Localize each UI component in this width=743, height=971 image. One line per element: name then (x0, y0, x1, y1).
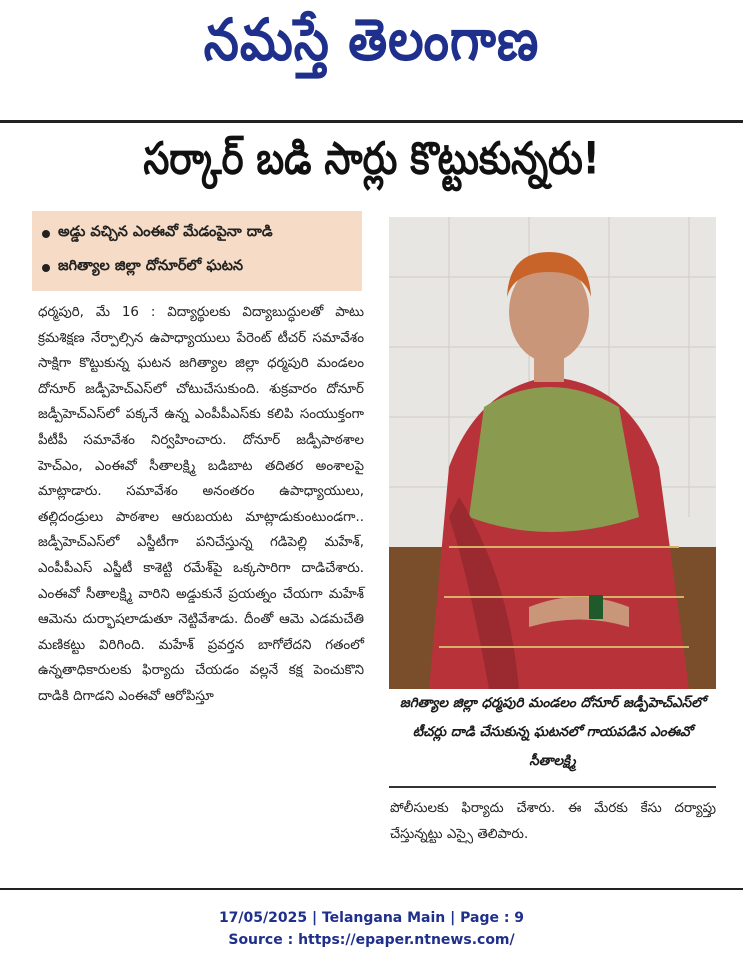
footer-divider (0, 888, 743, 890)
photo-bangles (589, 595, 603, 619)
caption-divider (389, 786, 716, 788)
article-headline: సర్కార్ బడి సార్లు కొట్టుకున్నరు! (143, 132, 600, 185)
footer-edition-info: 17/05/2025 | Telangana Main | Page : 9 (218, 910, 525, 926)
article-body-text: ధర్మపురి, మే 16 : విద్యార్థులకు విద్యాబుద్ధులతో పాటు క్రమశిక్షణ నేర్పాల్సిన ఉపాధ్యాయులు పేరెంట్ టీచర్ సమావేశం సాక్షిగా కొట్టుకున్న ఘటన జగిత్యాల జిల్లా ధర్మపురి మండలం దోనూర్ జడ్పీహెచ్‌ఎస్‌లో చోటుచేసుకుంది. శుక్రవారం దోనూర్ జడ్పీహెచ్‌ఎస్‌లో పక్కనే ఉన్న ఎంపీపీఎస్‌కు కలిపి సంయుక్తంగా పీటీపీ సమావేశం నిర్వహించారు. దోనూర్ జడ్పీపాఠశాల హెచ్‌ఎం, ఎంఈవో సీతాలక్ష్మి బడిబాట తదితర అంశాలపై మాట్లాడారు. సమావేశం అనంతరం ఉపాధ్యాయులు, తల్లిదండ్రులు పాఠశాల ఆరుబయట మాట్లాడుకుంటుండగా.. జడ్పీహెచ్‌ఎస్‌లో ఎస్జీటీగా పనిచేస్తున్న గడిపెల్లి మహేశ్, ఎంపీపీఎస్ ఎస్జీటీ కాశెట్టి రమేశ్‌పై ఒక్కసారిగా దాడిచేశారు. ఎంఈవో సీతాలక్ష్మి వారిని అడ్డుకునే ప్రయత్నం చేయగా మహేశ్ ఆమెను దుర్భాషలాడుతూ నెట్టివేశాడు. దీంతో ఆమె ఎడమచేతి మణికట్టు విరిగింది. మహేశ్ ప్రవర్తన బాగోలేదని గతంలో ఉన్నతాధికారులకు ఫిర్యాదు చేయడం వల్లనే కక్ష పెంచుకొని దాడికి దిగాడని ఎంఈవో ఆరోపిస్తూ (38, 305, 364, 704)
article-continuation-column (390, 796, 716, 847)
highlight-bullet-text: జగిత్యాల జిల్లా దోనూర్‌లో ఘటన (58, 258, 244, 274)
highlight-box (32, 211, 362, 291)
highlight-bullet-text: అడ్డు వచ్చిన ఎంఈవో మేడంపైనా దాడి (58, 224, 273, 240)
photo-blouse (469, 387, 639, 532)
photo-neck (534, 357, 564, 382)
photo-caption: జగిత్యాల జిల్లా ధర్మపురి మండలం దోనూర్ జడ్పీహెచ్‌ఎస్‌లో టీచర్లు దాడి చేసుకున్న ఘటనలో గాయపడిన ఎంఈవో సీతాలక్ష్మి (399, 695, 706, 769)
bullet-dot-icon (42, 230, 50, 238)
masthead-divider (0, 120, 743, 123)
masthead-title: నమస్తే తెలంగాణ (203, 6, 540, 74)
masthead (0, 0, 743, 118)
highlight-bullet (42, 217, 352, 251)
bullet-dot-icon (42, 264, 50, 272)
article-photo (389, 217, 716, 689)
article-continuation-text: పోలీసులకు ఫిర్యాదు చేశారు. ఈ మేరకు కేసు దర్యాప్తు చేస్తున్నట్టు ఎస్సై తెలిపారు. (390, 801, 716, 842)
highlight-bullet (42, 251, 352, 285)
article-body-column (38, 300, 364, 710)
footer-source-link[interactable]: Source : https://epaper.ntnews.com/ (228, 932, 515, 948)
